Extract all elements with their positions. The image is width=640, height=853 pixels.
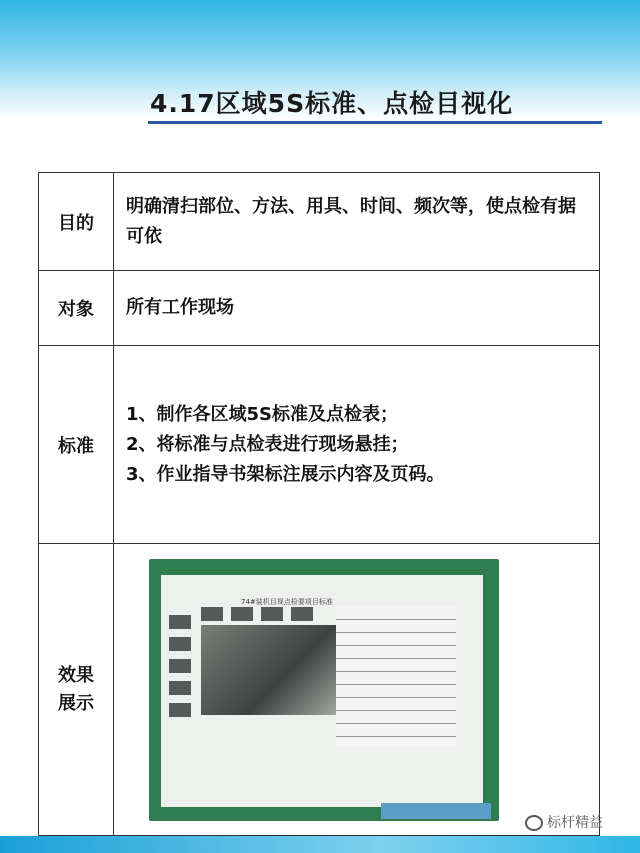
standard-item: 1、制作各区域5S标准及点检表； (126, 403, 399, 425)
table-row (39, 346, 600, 544)
thumb-photo (169, 615, 191, 629)
thumb-photo (261, 607, 283, 621)
sheet-title: 74#装机目视点检要项目标准 (241, 597, 333, 606)
machine-photo (201, 625, 336, 715)
table-row (39, 271, 600, 346)
thumb-photo (291, 607, 313, 621)
standard-item: 2、将标准与点检表进行现场悬挂； (126, 433, 409, 455)
checklist-table (336, 607, 456, 747)
thumb-photo (231, 607, 253, 621)
row-text-purpose: 明确清扫部位、方法、用具、时间、频次等，使点检有据可依 (114, 173, 600, 271)
thumb-photo (201, 607, 223, 621)
thumb-photo (169, 637, 191, 651)
content-table (38, 172, 600, 836)
table-row (39, 173, 600, 271)
standard-item: 3、作业指导书架标注展示内容及页码。 (126, 463, 445, 485)
example-photo (149, 559, 499, 821)
checklist-sheet (161, 575, 483, 807)
row-text-target: 所有工作现场 (114, 271, 600, 346)
row-label-standard: 标准 (39, 346, 114, 544)
watermark: 标杆精益 (525, 812, 603, 832)
row-text-standard (114, 346, 600, 544)
table-row (39, 544, 600, 836)
result-label: 效果 展示 (58, 664, 94, 714)
title-underline (148, 121, 602, 124)
result-photo-cell (114, 544, 600, 836)
row-label-result (39, 544, 114, 836)
thumb-photo (169, 659, 191, 673)
footer-band (0, 836, 640, 853)
page-title: 4.17区域5S标准、点检目视化 (150, 89, 514, 118)
row-label-target: 对象 (39, 271, 114, 346)
thumb-photo (169, 681, 191, 695)
wechat-icon (525, 815, 543, 831)
thumb-photo (169, 703, 191, 717)
row-label-purpose: 目的 (39, 173, 114, 271)
sheet-footer (381, 803, 491, 819)
